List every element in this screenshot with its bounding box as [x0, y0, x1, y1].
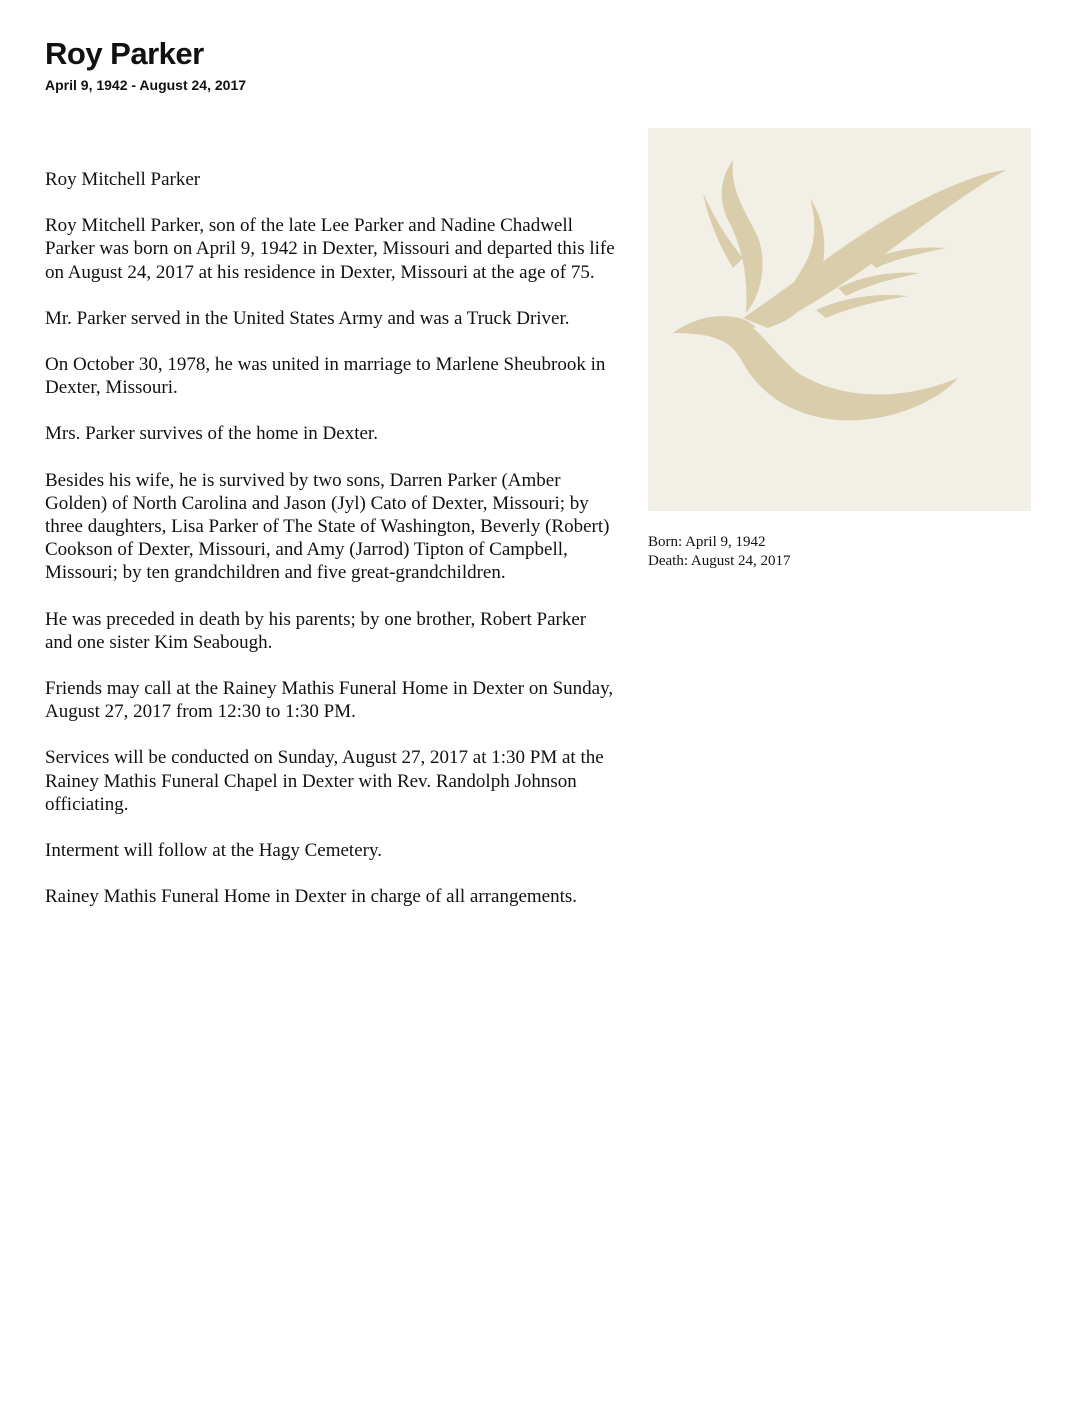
deceased-name: Roy Parker — [45, 36, 204, 71]
obituary-paragraph: Mr. Parker served in the United States Army and was a Truck Driver. — [45, 307, 570, 329]
obituary-paragraph: Rainey Mathis Funeral Home in Dexter in charge of all arrangements. — [45, 886, 578, 908]
obituary-paragraph: He was preceded in death by his parents; by one brother, Robert Parker and one sister Kim Seabough. — [45, 608, 587, 653]
obituary-paragraph: Mrs. Parker survives of the home in Dexter. — [45, 423, 378, 445]
obituary-header — [45, 36, 246, 94]
obituary-paragraph: Services will be conducted on Sunday, August 27, 2017 at 1:30 PM at the Rainey Mathis Funeral Chapel in Dexter with Rev. Randolph Johnson officiating. — [45, 747, 604, 815]
obituary-paragraph: Roy Mitchell Parker, son of the late Lee Parker and Nadine Chadwell Parker was born on April 9, 1942 in Dexter, Missouri and departed this life on August 24, 2017 at his residence in Dexter, Missouri at the age of 75. — [45, 215, 615, 283]
life-dates: April 9, 1942 - August 24, 2017 — [45, 77, 247, 93]
obituary-paragraph: On October 30, 1978, he was united in marriage to Marlene Sheubrook in Dexter, Missouri. — [45, 354, 606, 399]
obituary-paragraph: Interment will follow at the Hagy Cemetery. — [45, 840, 382, 862]
obituary-paragraph: Roy Mitchell Parker — [45, 169, 201, 190]
obituary-paragraph: Friends may call at the Rainey Mathis Funeral Home in Dexter on Sunday, August 27, 2017 from 12:30 to 1:30 PM. — [45, 678, 614, 723]
obituary-paragraph: Besides his wife, he is survived by two sons, Darren Parker (Amber Golden) of North Carolina and Jason (Jyl) Cato of Dexter, Missouri; by three daughters, Lisa Parker of The State of Washington, Beverly (Robert) Cookson of Dexter, Missouri, and Amy (Jarrod) Tipton of Campbell, Missouri; by ten grandchildren and five great-grandchildren. — [45, 469, 610, 584]
vital-dates — [648, 533, 791, 571]
memorial-photo — [648, 128, 1031, 511]
dove-icon — [648, 128, 1031, 511]
obituary-text — [45, 168, 615, 931]
born-date: Born: April 9, 1942 — [648, 534, 766, 550]
death-date: Death: August 24, 2017 — [648, 553, 791, 569]
